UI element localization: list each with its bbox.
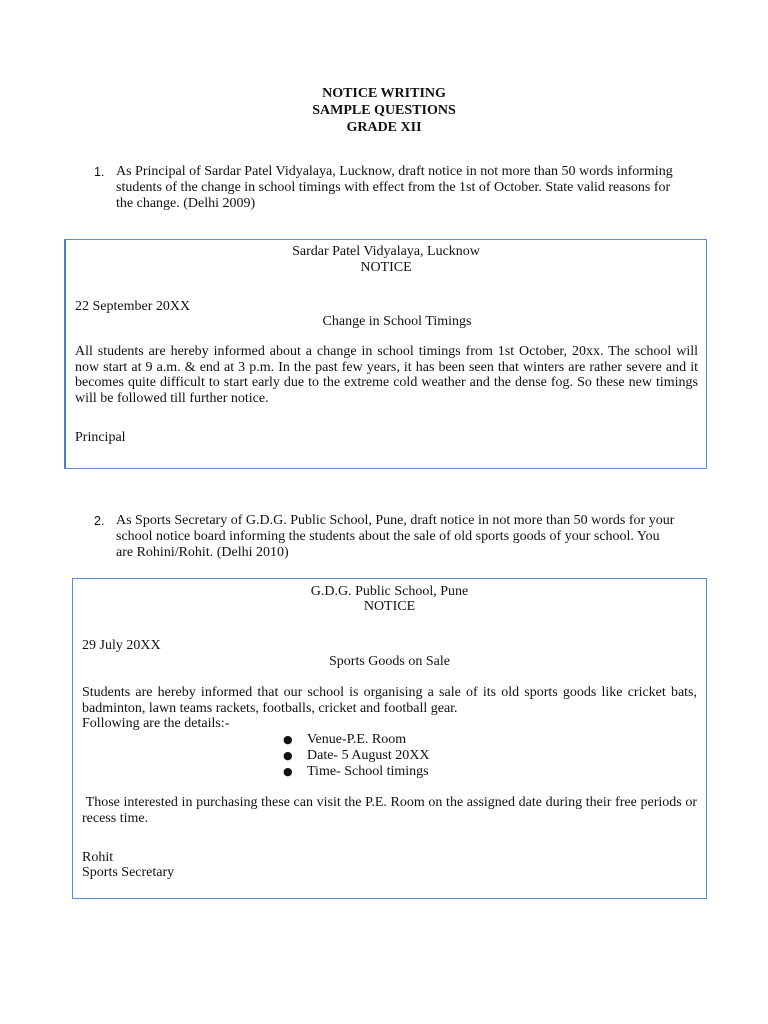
bullet-icon: ● — [283, 749, 293, 762]
bullet-text: Date- 5 August 20XX — [307, 748, 430, 763]
notice-box-2 — [72, 578, 707, 899]
signature-name: Rohit — [82, 850, 114, 865]
question-line: are Rohini/Rohit. (Delhi 2010) — [116, 545, 289, 560]
question-number: 2. — [94, 514, 105, 528]
bullet-icon: ● — [283, 765, 293, 778]
question-2 — [94, 513, 684, 563]
notice-heading: NOTICE — [360, 260, 412, 275]
signature-title: Sports Secretary — [82, 865, 175, 880]
notice-date: 22 September 20XX — [75, 299, 191, 314]
notice-body: Students are hereby informed that our school is organising a sale of its old sports goods like cricket bats, badminton, lawn teams rackets, footballs, cricket and football gear. — [82, 685, 697, 716]
question-line: students of the change in school timings with effect from the 1st of October. State valid reasons for — [116, 180, 671, 195]
question-line: school notice board informing the students about the sale of old sports goods of your school. You — [116, 529, 660, 544]
notice-details-intro: Following are the details:- — [82, 716, 230, 731]
notice-subject: Change in School Timings — [322, 314, 472, 329]
bullet-text: Time- School timings — [307, 764, 429, 779]
question-line: the change. (Delhi 2009) — [116, 196, 256, 211]
question-1 — [94, 164, 684, 214]
question-text — [116, 513, 684, 561]
doc-grade: GRADE XII — [346, 120, 422, 135]
notice-body: All students are hereby informed about a change in school timings from 1st October, 20xx. The school will now start at 9 a.m. & end at 3 p.m. In the past few years, it has been seen that winters are rather severe and it becomes quite difficult to start early due to the extreme cold weather and the dense fog. So these new timings will be followed till further notice. — [75, 344, 698, 406]
question-line: As Principal of Sardar Patel Vidyalaya, Lucknow, draft notice in not more than 50 words informing — [116, 164, 673, 179]
question-number: 1. — [94, 165, 105, 179]
doc-title: NOTICE WRITING — [322, 86, 446, 101]
question-line: As Sports Secretary of G.D.G. Public School, Pune, draft notice in not more than 50 words for your — [116, 513, 675, 528]
notice-signature: Principal — [75, 430, 126, 445]
notice-school-name: Sardar Patel Vidyalaya, Lucknow — [292, 244, 480, 259]
question-text — [116, 164, 684, 212]
notice-date: 29 July 20XX — [82, 638, 161, 653]
doc-subtitle: SAMPLE QUESTIONS — [312, 103, 456, 118]
notice-heading: NOTICE — [363, 599, 416, 614]
bullet-text: Venue-P.E. Room — [307, 732, 407, 747]
notice-school-name: G.D.G. Public School, Pune — [310, 584, 469, 599]
notice-box-1 — [64, 239, 707, 469]
notice-closing: Those interested in purchasing these can visit the P.E. Room on the assigned date during their free periods or recess time. — [82, 795, 701, 826]
notice-subject: Sports Goods on Sale — [329, 654, 450, 669]
bullet-icon: ● — [283, 733, 293, 746]
